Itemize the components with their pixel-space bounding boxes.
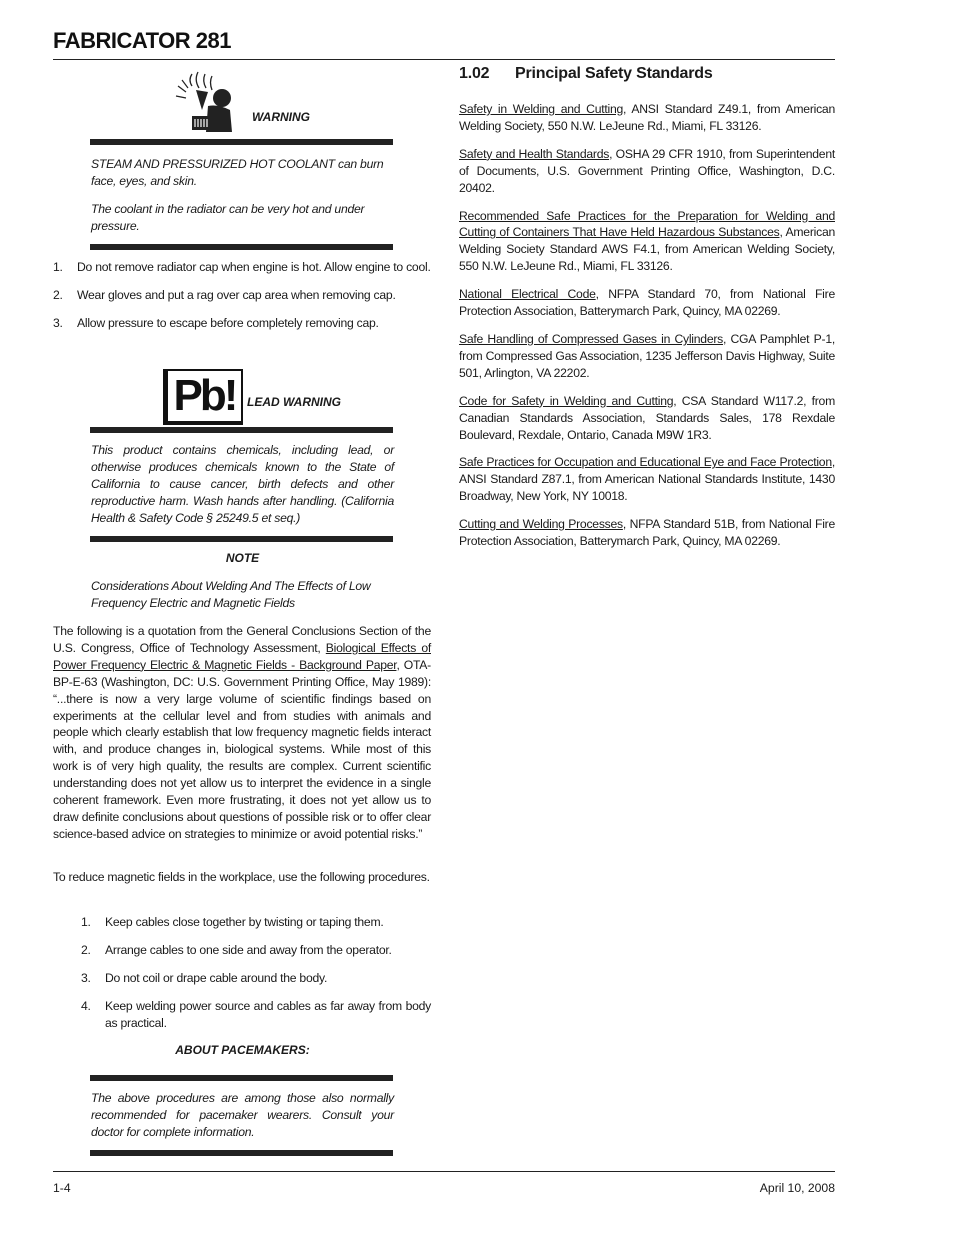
list-item: 1. Keep cables close together by twisting or taping them. [81,915,384,929]
lead-warning-label: LEAD WARNING [247,395,341,409]
publication-date: April 10, 2008 [759,1181,835,1195]
reference-entry: National Electrical Code, NFPA Standard 70, from National Fire Protection Association, Batterymarch Park, Quincy, MA 02269. [459,287,835,319]
quotation-source-title: Biological Effects of Power Frequency Electric & Magnetic Fields - Background Paper [53,640,431,672]
reduce-steps-list [81,914,431,1032]
reference-entry: Safety and Health Standards, OSHA 29 CFR 1910, from Superintendent of Documents, U.S. Government Printing Office, Washington, D.C. 20402. [459,146,835,195]
page-number: 1-4 [53,1181,71,1195]
reduce-intro: To reduce magnetic fields in the workplace, use the following procedures. [53,870,430,884]
lead-top-rule [90,427,393,433]
lead-symbol: Pb! [173,371,236,420]
header-rule [53,59,835,60]
lead-warning-text: This product contains chemicals, including lead, or otherwise produces chemicals known to the State of California to cause cancer, birth defects and other reproductive harm. Wash hands after handling. (California Health & Safety Code § 25249.5 et seq.) [91,443,394,525]
pacemaker-top-rule [90,1075,393,1081]
steam-burn-warning-icon [172,70,238,134]
reference-entry: Safe Handling of Compressed Gases in Cylinders, CGA Pamphlet P-1, from Compressed Gas Association, 1235 Jefferson Davis Highway, Suite 501, Arlington, VA 22202. [459,331,835,380]
pacemaker-text: The above procedures are among those also normally recommended for pacemaker wearers. Consult your doctor for complete information. [91,1091,394,1139]
warning-label: WARNING [252,110,310,124]
section-heading [459,65,713,83]
list-item: 3. Do not coil or drape cable around the body. [81,970,328,985]
warning-bottom-rule [90,244,393,250]
reference-entry: Code for Safety in Welding and Cutting, CSA Standard W117.2, from Canadian Standards Association, Standards Sales, 178 Rexdale Boulevard, Rexdale, Ontario, Canada M9W 1R3. [459,393,835,442]
reference-title: Safe Handling of Compressed Gases in Cylinders [459,331,723,346]
reference-title: Recommended Safe Practices for the Preparation for Welding and Cutting of Containers That Have Held Hazardous Substances [459,208,835,240]
reference-title: National Electrical Code [459,287,596,302]
reference-title: Cutting and Welding Processes [459,517,623,532]
list-item: 3. Allow pressure to escape before completely removing cap. [53,315,379,330]
page-title: FABRICATOR 281 [53,28,232,53]
warning-paragraph: The coolant in the radiator can be very hot and under pressure. [91,201,365,233]
quotation-paragraph: The following is a quotation from the General Conclusions Section of the U.S. Congress, Office of Technology Assessment, Biological Effects of Power Frequency Electric & Magnetic Fields - Background Paper, OTA-BP-E-63 (Washington, DC: U.S. Government Printing Office, May 1989): “...there is now a very large volume of scientific findings based on experiments at the cellular level and from studies with animals and people which clearly establish that low frequency magnetic fields interact with, and produce changes in, biological systems. While most of this work is of very high quality, the results are complex. Current scientific understanding does not yet allow us to interpret the evidence in a single coherent framework. Even more frustrating, it does not yet allow us to draw definite conclusions about questions of possible risk or to offer clear science-based advice on strategies to minimize or avoid potential risks.” [53,624,431,841]
section-title: Principal Safety Standards [515,65,713,82]
reference-title: Code for Safety in Welding and Cutting [459,393,674,408]
reference-entry: Cutting and Welding Processes, NFPA Standard 51B, from National Fire Protection Association, Batterymarch Park, Quincy, MA 02269. [459,517,835,549]
reference-entry: Safe Practices for Occupation and Educational Eye and Face Protection, ANSI Standard Z87.1, from American National Standards Institute, 1430 Broadway, New York, NY 10018. [459,455,835,504]
lead-warning-icon [163,369,243,425]
warning-top-rule [90,139,393,145]
warning-paragraph: STEAM AND PRESSURIZED HOT COOLANT can burn face, eyes, and skin. [91,157,384,188]
references-list [459,101,835,561]
list-item: 2. Wear gloves and put a rag over cap area when removing cap. [53,287,396,302]
section-number: 1.02 [459,65,490,82]
list-item: 4. Keep welding power source and cables as far away from body as practical. [81,998,431,1030]
reference-title: Safe Practices for Occupation and Educational Eye and Face Protection [459,455,832,470]
reference-title: Safety and Health Standards [459,146,610,161]
warning-body [91,156,394,235]
list-item: 1. Do not remove radiator cap when engine is hot. Allow engine to cool. [53,260,431,274]
note-label: NOTE [225,551,260,565]
note-top-rule [90,536,393,542]
reference-title: Safety in Welding and Cutting [459,102,624,116]
coolant-steps-list [53,259,431,332]
reference-entry: Safety in Welding and Cutting, ANSI Standard Z49.1, from American Welding Society, 550 N.W. LeJeune Rd., Miami, FL 33126. [459,102,835,133]
reference-entry: Recommended Safe Practices for the Preparation for Welding and Cutting of Containers That Have Held Hazardous Substances, American Welding Society Standard AWS F4.1, from American Welding Society, 550 N.W. LeJeune Rd., Miami, FL 33126. [459,208,836,274]
footer-rule [53,1171,835,1172]
list-item: 2. Arrange cables to one side and away from the operator. [81,942,392,957]
note-text: Considerations About Welding And The Effects of Low Frequency Electric and Magnetic Fields [91,579,371,610]
pacemaker-label: ABOUT PACEMAKERS: [175,1043,310,1057]
pacemaker-bottom-rule [90,1150,393,1156]
